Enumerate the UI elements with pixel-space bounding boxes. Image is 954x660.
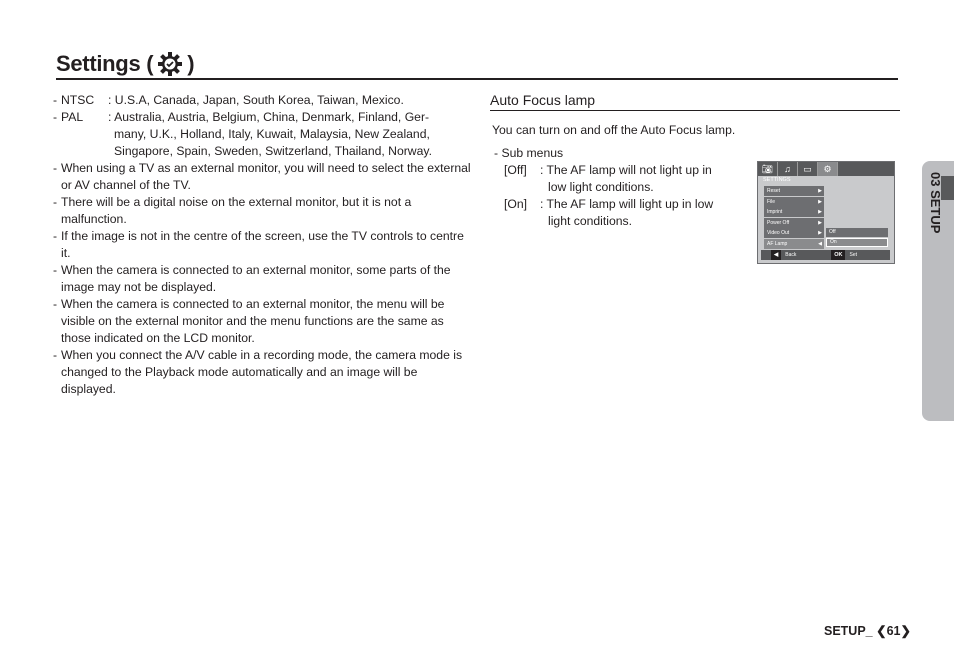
set-label: Set: [849, 252, 857, 258]
back-label: Back: [785, 252, 797, 258]
camera-option: Off: [826, 228, 888, 237]
page-footer: SETUP_ ❮61❯: [824, 624, 911, 638]
pal-line: Singapore, Spain, Sweden, Switzerland, Thailand, Norway.: [114, 144, 432, 158]
menu-item-label: Video Out: [767, 230, 790, 237]
camera-options: [826, 228, 888, 248]
pal-line: many, U.K., Holland, Italy, Kuwait, Malaysia, New Zealand,: [114, 127, 430, 141]
note-text: There will be a digital noise on the external monitor, but it is not a malfunction.: [61, 195, 412, 226]
camera-menu-header: SETTINGS: [763, 177, 791, 183]
note-item: [53, 347, 473, 398]
dash: -: [53, 195, 58, 209]
menu-item-label: File: [767, 198, 776, 205]
dash: -: [53, 348, 58, 362]
camera-menu-item-selected: [764, 239, 824, 249]
section-intro: You can turn on and off the Auto Focus lamp.: [492, 123, 736, 137]
note-item: [53, 194, 473, 228]
ok-key: OK: [831, 250, 845, 260]
back-key-icon: ◀: [771, 250, 781, 260]
camera-option-selected: On: [826, 238, 888, 247]
pal-line: : Australia, Austria, Belgium, China, Denmark, Finland, Ger-: [108, 110, 430, 124]
arrow-right-icon: ▶: [818, 219, 822, 226]
submenu-key: [Off]: [504, 163, 527, 177]
ntsc-item: [53, 92, 473, 109]
note-text: When using a TV as an external monitor, you will need to select the external or AV channel of the TV.: [61, 161, 471, 192]
title-prefix: Settings (: [56, 51, 154, 76]
ntsc-text: : U.S.A, Canada, Japan, South Korea, Taiwan, Mexico.: [108, 93, 404, 107]
note-text: When you connect the A/V cable in a recording mode, the camera mode is changed to the Playback mode automatically and an image will be displayed.: [61, 348, 463, 396]
submenu-key: [On]: [504, 197, 528, 211]
note-text: When the camera is connected to an external monitor, the menu will be visible on the external monitor and the menu functions are the same as those indicated on the LCD monitor.: [61, 297, 445, 345]
camera-tab-bar: [758, 162, 894, 176]
submenu-list: [494, 145, 734, 230]
note-text: When the camera is connected to an external monitor, some parts of the image may not be displayed.: [61, 263, 451, 294]
chapter-side-tab-label: 03 SETUP: [928, 172, 943, 234]
camera-menu-item: [764, 207, 824, 217]
page-title: [56, 51, 194, 77]
menu-item-label: Power Off: [767, 219, 790, 226]
arrow-left-icon: ◀: [818, 240, 822, 247]
camera-menu-item: [764, 218, 824, 228]
camera-menu: [764, 186, 824, 250]
note-item: [53, 228, 473, 262]
arrow-right-icon: ▶: [818, 188, 822, 194]
dash: -: [53, 229, 58, 243]
menu-item-label: Reset: [767, 188, 781, 194]
submenu-line: : The AF lamp will light up in low: [540, 197, 714, 211]
camera-menu-item: [764, 186, 824, 196]
camera-lcd-screenshot: [757, 161, 895, 264]
dash: -: [53, 161, 58, 175]
section-heading: Auto Focus lamp: [490, 92, 596, 108]
camera-footer: [761, 250, 890, 260]
title-rule: [56, 78, 898, 80]
submenu-line: light conditions.: [548, 214, 633, 228]
pal-item: [53, 109, 473, 160]
section-rule: [490, 110, 900, 111]
dash: -: [53, 263, 58, 277]
note-item: [53, 262, 473, 296]
note-text: If the image is not in the centre of the screen, use the TV controls to centre it.: [61, 229, 464, 260]
arrow-right-icon: ▶: [818, 230, 822, 237]
note-item: [53, 296, 473, 347]
ntsc-label: NTSC: [61, 93, 95, 107]
camera-menu-item: [764, 197, 824, 207]
title-suffix: ): [187, 51, 195, 76]
arrow-right-icon: ▶: [818, 209, 822, 216]
dash: -: [53, 110, 58, 124]
camera-icon: 📷︎: [758, 162, 778, 176]
sound-icon: ♫: [778, 162, 798, 176]
submenu-line: low light conditions.: [548, 180, 654, 194]
dash: -: [53, 93, 58, 107]
submenu-title: - Sub menus: [494, 146, 564, 160]
display-icon: ▭: [798, 162, 818, 176]
left-column: [53, 92, 473, 398]
pal-label: PAL: [61, 110, 84, 124]
submenu-line: : The AF lamp will not light up in: [540, 163, 712, 177]
gear-icon: [157, 51, 183, 77]
camera-menu-item: [764, 228, 824, 238]
menu-item-label: AF Lamp: [767, 240, 788, 247]
note-item: [53, 160, 473, 194]
arrow-right-icon: ▶: [818, 198, 822, 205]
gear-icon: ⚙: [818, 162, 838, 176]
dash: -: [53, 297, 58, 311]
submenu-off: [504, 162, 734, 196]
submenu-on: [504, 196, 734, 230]
menu-item-label: Imprint: [767, 209, 783, 216]
